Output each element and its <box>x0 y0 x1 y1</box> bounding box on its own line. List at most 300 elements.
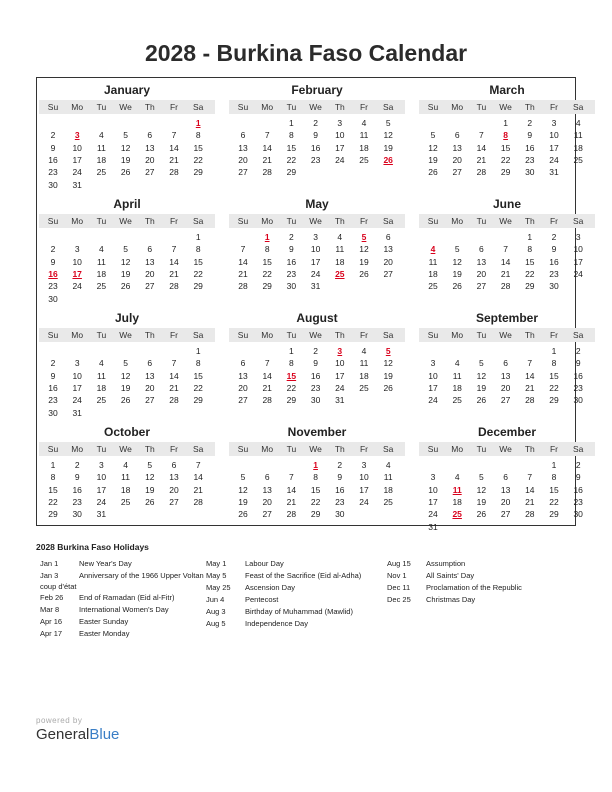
holiday-name: All Saints' Day <box>426 571 475 580</box>
day-cell: 27 <box>169 496 179 507</box>
holiday-name: New Year's Day <box>79 559 132 568</box>
weekday-label: Mo <box>71 444 84 454</box>
day-cell: 16 <box>286 256 297 267</box>
day-cell: 8 <box>264 244 270 255</box>
day-cell: 12 <box>383 358 393 369</box>
month-name: November <box>287 425 347 439</box>
day-cell: 22 <box>193 154 203 165</box>
day-cell: 27 <box>238 167 248 178</box>
day-cell: 12 <box>238 484 248 495</box>
day-cell: 28 <box>169 167 179 178</box>
holiday-name: International Women's Day <box>79 605 169 614</box>
day-cell: 30 <box>72 509 82 520</box>
holiday-name: End of Ramadan (Eid al-Fitr) <box>79 593 175 602</box>
day-cell: 16 <box>48 154 58 165</box>
holiday-date: May 1 <box>206 559 227 568</box>
day-cell: 7 <box>264 358 270 369</box>
day-cell: 13 <box>476 256 487 267</box>
day-cell: 2 <box>313 346 318 356</box>
day-cell: 1 <box>551 460 557 470</box>
day-cell: 26 <box>120 281 131 292</box>
day-cell: 14 <box>193 472 203 483</box>
day-cell: 30 <box>335 509 345 520</box>
day-cell: 22 <box>286 382 297 393</box>
weekday-label: Th <box>524 216 535 226</box>
day-cell: 9 <box>289 244 294 255</box>
day-cell: 24 <box>573 268 583 279</box>
weekday-label: Th <box>524 330 535 340</box>
day-cell: 5 <box>454 244 460 255</box>
day-cell: 3 <box>575 232 581 242</box>
day-cell: 21 <box>169 268 179 279</box>
day-cell: 19 <box>120 154 131 165</box>
day-cell: 14 <box>262 370 272 381</box>
weekday-label: We <box>119 216 132 226</box>
day-cell: 23 <box>335 496 345 507</box>
day-cell: 10 <box>573 244 583 255</box>
holiday-date: Aug 3 <box>206 607 226 616</box>
month-april <box>39 194 215 304</box>
day-cell: 18 <box>96 382 107 393</box>
holiday-date: Jan 1 <box>40 559 59 568</box>
weekday-label: Mo <box>71 216 84 226</box>
day-cell: 9 <box>337 472 343 483</box>
day-cell: 20 <box>238 382 248 393</box>
day-cell: 22 <box>525 268 535 279</box>
day-cell: 30 <box>286 281 297 292</box>
day-cell: 23 <box>286 268 297 279</box>
holiday-date: Jan 3 <box>40 571 59 580</box>
day-cell: 15 <box>286 142 297 153</box>
day-cell: 11 <box>452 370 462 381</box>
day-cell: 5 <box>479 472 484 483</box>
day-cell: 6 <box>503 472 508 483</box>
day-cell: 27 <box>500 509 511 520</box>
weekday-label: Tu <box>286 216 297 226</box>
day-cell: 22 <box>310 496 321 507</box>
day-cell: 12 <box>359 244 369 255</box>
holiday-date: Jun 4 <box>206 595 225 604</box>
holiday-day-cell: 25 <box>335 268 345 279</box>
day-cell: 4 <box>99 358 104 369</box>
day-cell: 29 <box>193 167 203 178</box>
month-may <box>229 194 405 304</box>
day-cell: 10 <box>72 142 82 153</box>
day-cell: 3 <box>99 460 104 470</box>
day-cell: 6 <box>385 232 391 242</box>
day-cell: 15 <box>262 256 272 267</box>
day-cell: 14 <box>262 142 272 153</box>
day-cell: 11 <box>335 244 345 255</box>
brand-name <box>36 726 119 743</box>
weekday-label: Tu <box>96 102 107 112</box>
holiday-day-cell: 5 <box>385 346 391 356</box>
day-cell: 21 <box>286 496 297 507</box>
day-cell: 7 <box>479 130 484 141</box>
day-cell: 8 <box>289 130 294 141</box>
weekday-label: Th <box>334 216 345 226</box>
day-cell: 31 <box>96 509 107 520</box>
day-cell: 11 <box>359 130 369 141</box>
day-cell: 23 <box>310 382 321 393</box>
weekday-label: Su <box>47 216 59 226</box>
weekday-label: Mo <box>261 216 274 226</box>
weekday-label: Tu <box>476 330 487 340</box>
day-cell: 7 <box>171 130 177 141</box>
day-cell: 28 <box>169 281 179 292</box>
day-cell: 29 <box>193 281 203 292</box>
day-cell: 28 <box>525 395 535 406</box>
weekday-label: Su <box>237 444 249 454</box>
weekday-label: Tu <box>286 330 297 340</box>
holiday-name: Birthday of Muhammad (Mawlid) <box>245 607 353 616</box>
day-cell: 6 <box>147 244 153 255</box>
day-cell: 18 <box>383 484 393 495</box>
day-cell: 26 <box>120 395 131 406</box>
weekday-label: Mo <box>261 330 274 340</box>
day-cell: 30 <box>549 281 559 292</box>
day-cell: 31 <box>428 521 438 532</box>
day-cell: 16 <box>573 484 583 495</box>
day-cell: 27 <box>145 281 155 292</box>
weekday-label: Th <box>334 444 345 454</box>
day-cell: 5 <box>479 358 484 369</box>
month-name: January <box>103 83 151 97</box>
month-name: July <box>114 311 139 325</box>
weekday-label: We <box>309 102 322 112</box>
day-cell: 5 <box>123 130 128 141</box>
weekday-label: Th <box>334 102 345 112</box>
day-cell: 9 <box>74 472 80 483</box>
day-cell: 1 <box>527 232 533 242</box>
day-cell: 8 <box>195 244 201 255</box>
day-cell: 23 <box>48 395 58 406</box>
day-cell: 25 <box>359 382 369 393</box>
holiday-name: Easter Sunday <box>79 617 129 626</box>
day-cell: 13 <box>500 370 511 381</box>
month-november <box>229 422 405 532</box>
brand-logo <box>36 716 119 743</box>
day-cell: 25 <box>428 281 438 292</box>
weekday-label: Mo <box>451 444 464 454</box>
holiday-day-cell: 15 <box>286 370 297 381</box>
brand-name-general: General <box>36 726 90 743</box>
day-cell: 6 <box>240 358 246 369</box>
holiday-name: Ascension Day <box>245 583 296 592</box>
day-cell: 12 <box>145 472 155 483</box>
weekday-label: Fr <box>169 444 179 454</box>
day-cell: 13 <box>238 142 248 153</box>
weekday-label: Tu <box>476 444 487 454</box>
day-cell: 25 <box>120 496 131 507</box>
day-cell: 24 <box>72 167 82 178</box>
day-cell: 10 <box>428 484 438 495</box>
day-cell: 14 <box>169 142 179 153</box>
day-cell: 15 <box>193 370 203 381</box>
weekday-label: Su <box>47 330 59 340</box>
holiday-day-cell: 4 <box>430 244 436 255</box>
day-cell: 24 <box>310 268 321 279</box>
day-cell: 31 <box>72 407 82 418</box>
day-cell: 27 <box>452 167 462 178</box>
day-cell: 26 <box>238 509 248 520</box>
month-october <box>39 422 215 532</box>
day-cell: 19 <box>383 142 393 153</box>
holiday-day-cell: 1 <box>195 118 201 128</box>
holiday-date: May 5 <box>206 571 227 580</box>
day-cell: 9 <box>50 256 56 267</box>
weekday-header <box>229 442 405 456</box>
day-cell: 20 <box>500 496 511 507</box>
weekday-label: Sa <box>382 330 394 340</box>
day-cell: 7 <box>171 244 177 255</box>
weekday-label: We <box>309 444 322 454</box>
day-cell: 27 <box>145 167 155 178</box>
day-cell: 28 <box>500 281 511 292</box>
weekday-label: Su <box>237 216 249 226</box>
day-cell: 10 <box>72 370 82 381</box>
holiday-name: Proclamation of the Republic <box>426 583 522 592</box>
weekday-label: We <box>309 330 322 340</box>
holiday-date: Aug 5 <box>206 619 226 628</box>
day-cell: 22 <box>262 268 272 279</box>
day-cell: 17 <box>335 370 345 381</box>
day-cell: 15 <box>549 370 559 381</box>
weekday-label: Fr <box>169 330 179 340</box>
day-cell: 16 <box>310 370 321 381</box>
day-cell: 21 <box>193 484 203 495</box>
day-cell: 19 <box>145 484 155 495</box>
day-cell: 8 <box>527 244 533 255</box>
day-cell: 9 <box>50 142 56 153</box>
day-cell: 25 <box>383 496 393 507</box>
day-cell: 25 <box>96 167 107 178</box>
day-cell: 14 <box>169 370 179 381</box>
weekday-label: We <box>499 444 512 454</box>
weekday-label: Th <box>524 444 535 454</box>
weekday-header <box>229 328 405 342</box>
holiday-date: Mar 8 <box>40 605 60 614</box>
holiday-date: May 25 <box>206 583 231 592</box>
day-cell: 24 <box>428 395 438 406</box>
day-cell: 19 <box>120 382 131 393</box>
holiday-name: Independence Day <box>245 619 308 628</box>
holiday-day-cell: 3 <box>74 130 80 141</box>
page-title: 2028 - Burkina Faso Calendar <box>144 40 468 66</box>
day-cell: 26 <box>476 509 487 520</box>
day-cell: 17 <box>72 154 82 165</box>
day-cell: 10 <box>549 130 559 141</box>
day-cell: 1 <box>289 346 294 356</box>
day-cell: 2 <box>337 460 343 470</box>
day-cell: 19 <box>120 268 131 279</box>
weekday-label: Fr <box>359 330 369 340</box>
day-cell: 30 <box>48 407 58 418</box>
day-cell: 22 <box>286 154 297 165</box>
weekday-label: Su <box>47 102 59 112</box>
month-name: October <box>103 425 150 439</box>
day-cell: 17 <box>72 382 82 393</box>
weekday-label: Su <box>237 330 249 340</box>
day-cell: 29 <box>262 281 272 292</box>
calendar-grid <box>36 77 584 532</box>
weekday-label: Tu <box>286 444 297 454</box>
day-cell: 16 <box>310 142 321 153</box>
day-cell: 27 <box>145 395 155 406</box>
day-cell: 24 <box>335 382 345 393</box>
weekday-label: Fr <box>549 216 559 226</box>
weekday-label: We <box>119 102 132 112</box>
day-cell: 14 <box>286 484 297 495</box>
weekday-label: Su <box>237 102 249 112</box>
weekday-label: We <box>119 444 132 454</box>
day-cell: 18 <box>452 496 462 507</box>
day-cell: 13 <box>452 142 462 153</box>
day-cell: 15 <box>310 484 321 495</box>
day-cell: 20 <box>476 268 487 279</box>
holiday-name: Easter Monday <box>79 629 130 638</box>
day-cell: 7 <box>289 472 294 483</box>
weekday-label: Mo <box>451 102 464 112</box>
weekday-label: Th <box>144 216 155 226</box>
day-cell: 29 <box>286 395 297 406</box>
day-cell: 9 <box>551 244 557 255</box>
day-cell: 27 <box>476 281 487 292</box>
day-cell: 11 <box>96 370 106 381</box>
weekday-header <box>419 328 595 342</box>
weekday-label: Th <box>144 102 155 112</box>
day-cell: 6 <box>264 472 270 483</box>
day-cell: 25 <box>452 395 462 406</box>
day-cell: 23 <box>72 496 82 507</box>
day-cell: 20 <box>169 484 179 495</box>
day-cell: 11 <box>96 256 106 267</box>
day-cell: 26 <box>383 382 393 393</box>
day-cell: 7 <box>527 358 533 369</box>
day-cell: 7 <box>527 472 533 483</box>
day-cell: 16 <box>48 382 58 393</box>
day-cell: 25 <box>359 154 369 165</box>
holiday-day-cell: 25 <box>452 509 462 520</box>
day-cell: 19 <box>428 154 438 165</box>
day-cell: 24 <box>72 395 82 406</box>
day-cell: 24 <box>72 281 82 292</box>
day-cell: 17 <box>573 256 583 267</box>
day-cell: 3 <box>430 358 436 369</box>
day-cell: 9 <box>313 130 318 141</box>
day-cell: 5 <box>147 460 153 470</box>
weekday-label: Su <box>47 444 59 454</box>
day-cell: 8 <box>195 358 201 369</box>
weekday-label: Fr <box>169 216 179 226</box>
holiday-date: Apr 16 <box>40 617 63 626</box>
day-cell: 13 <box>383 244 393 255</box>
day-cell: 7 <box>264 130 270 141</box>
weekday-label: Mo <box>451 330 464 340</box>
day-cell: 10 <box>96 472 107 483</box>
weekday-label: We <box>119 330 132 340</box>
day-cell: 19 <box>452 268 462 279</box>
month-name: May <box>305 197 329 211</box>
day-cell: 20 <box>145 268 155 279</box>
day-cell: 26 <box>120 167 131 178</box>
holiday-date: Aug 15 <box>387 559 411 568</box>
weekday-label: Tu <box>286 102 297 112</box>
day-cell: 17 <box>359 484 369 495</box>
holiday-date: Nov 1 <box>387 571 407 580</box>
day-cell: 14 <box>476 142 487 153</box>
day-cell: 22 <box>549 382 559 393</box>
day-cell: 2 <box>527 118 533 128</box>
day-cell: 19 <box>476 496 487 507</box>
day-cell: 16 <box>549 256 559 267</box>
weekday-label: Fr <box>359 216 369 226</box>
day-cell: 29 <box>549 395 559 406</box>
day-cell: 26 <box>145 496 155 507</box>
day-cell: 8 <box>195 130 201 141</box>
month-name: April <box>113 197 141 211</box>
weekday-label: Sa <box>572 102 584 112</box>
holiday-name: Feast of the Sacrifice (Eid al-Adha) <box>245 571 362 580</box>
month-name: December <box>477 425 537 439</box>
day-cell: 21 <box>169 382 179 393</box>
month-january <box>39 80 215 190</box>
day-cell: 31 <box>549 167 559 178</box>
day-cell: 4 <box>361 118 367 128</box>
day-cell: 30 <box>573 395 583 406</box>
day-cell: 1 <box>289 118 294 128</box>
day-cell: 6 <box>171 460 177 470</box>
day-cell: 15 <box>48 484 58 495</box>
day-cell: 21 <box>525 496 535 507</box>
day-cell: 4 <box>123 460 128 470</box>
weekday-label: Tu <box>96 330 107 340</box>
weekday-label: Fr <box>359 102 369 112</box>
weekday-label: Th <box>144 330 155 340</box>
day-cell: 18 <box>359 370 369 381</box>
day-cell: 1 <box>551 346 557 356</box>
day-cell: 20 <box>238 154 248 165</box>
day-cell: 18 <box>428 268 438 279</box>
day-cell: 17 <box>549 142 559 153</box>
holiday-date: Apr 17 <box>40 629 63 638</box>
day-cell: 5 <box>385 118 391 128</box>
day-cell: 20 <box>145 154 155 165</box>
day-cell: 6 <box>147 358 153 369</box>
day-cell: 19 <box>359 256 369 267</box>
day-cell: 29 <box>310 509 321 520</box>
day-cell: 13 <box>500 484 511 495</box>
day-cell: 24 <box>96 496 107 507</box>
weekday-header <box>39 100 215 114</box>
day-cell: 4 <box>337 232 343 242</box>
month-august <box>229 308 405 418</box>
weekday-label: We <box>309 216 322 226</box>
day-cell: 1 <box>195 232 201 242</box>
day-cell: 2 <box>289 232 294 242</box>
holiday-date: Dec 11 <box>387 583 411 592</box>
day-cell: 13 <box>145 142 155 153</box>
weekday-label: Tu <box>96 216 107 226</box>
day-cell: 11 <box>96 142 106 153</box>
day-cell: 31 <box>72 179 82 190</box>
day-cell: 23 <box>48 167 58 178</box>
day-cell: 11 <box>573 130 583 141</box>
weekday-label: Su <box>427 330 439 340</box>
day-cell: 11 <box>428 256 438 267</box>
day-cell: 17 <box>310 256 321 267</box>
day-cell: 5 <box>240 472 246 483</box>
